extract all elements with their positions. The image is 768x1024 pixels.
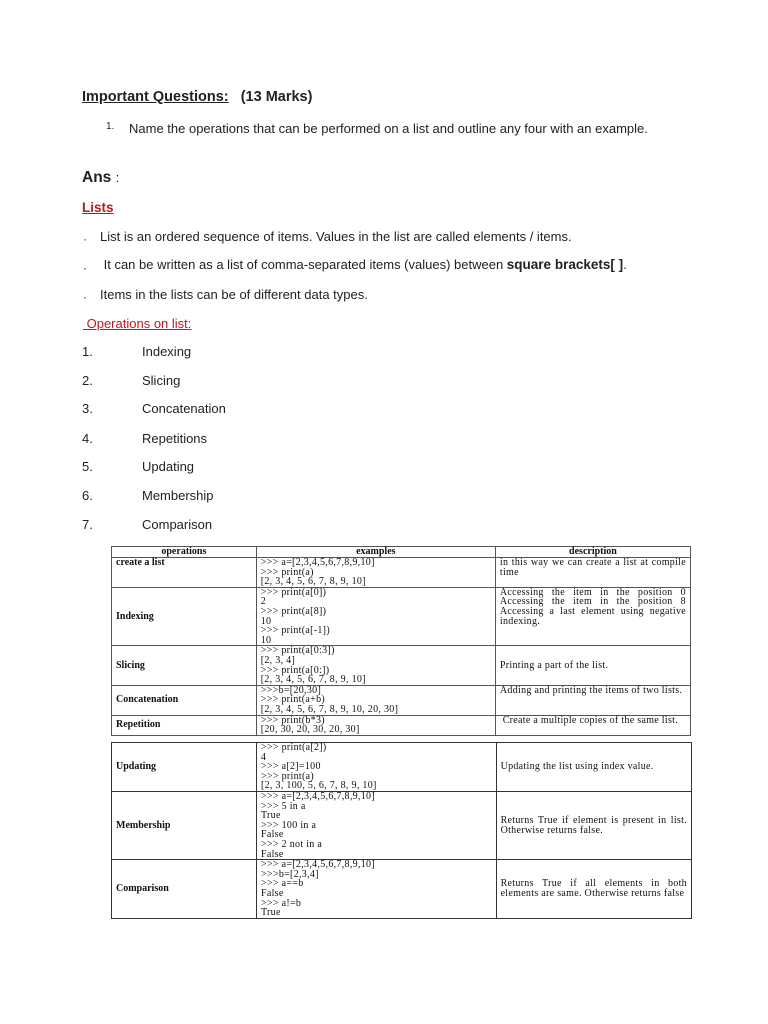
code-line: 2 [260,596,267,608]
code-line: True [261,907,281,919]
code-line: >>> print(b*3) [260,714,325,726]
bullet-symbol: · [83,232,87,246]
heading-marks: (13 Marks) [240,89,313,105]
example-cell [257,743,497,792]
operation-label: Indexing [142,344,192,359]
bullet-item [100,287,368,302]
code-line: >>> a==b [261,878,304,890]
example-cell [257,791,497,859]
code-line: >>> 5 in a [261,800,306,812]
operations-title: Operations on list: [83,316,192,331]
description-cell: Adding and printing the items of two lists. [495,685,690,715]
description-cell: in this way we can create a list at compile time [495,558,690,588]
code-line: >>> a=[2,3,4,5,6,7,8,9,10] [261,790,375,802]
example-cell [256,685,495,715]
question-text: Name the operations that can be performed on a list and outline any four with an example. [129,121,648,136]
bullet-after-text: . [623,257,627,272]
table-row [112,715,691,735]
bullet-bold-text: square brackets[ ] [506,257,624,272]
section-title: Lists [82,200,114,215]
table-row [112,860,692,919]
operation-label: Slicing [142,373,181,388]
answer-label [82,169,119,187]
table-row [112,743,692,792]
code-line: [2, 3, 4] [260,654,296,666]
code-line: >>>b=[2,3,4] [261,868,319,880]
example-cell [257,860,497,919]
description-cell: Updating the list using index value. [496,743,691,792]
operations-table-continued [111,742,692,919]
code-line: [2, 3, 4, 5, 6, 7, 8, 9, 10, 20, 30] [260,703,399,715]
operation-number: 6. [82,488,93,503]
bullet-item [100,229,572,244]
operation-cell: Indexing [112,587,257,646]
header-description: description [495,547,690,558]
bullet-text: Items in the lists can be of different data types. [100,287,368,302]
description-cell: Returns True if element is present in list. Otherwise returns false. [496,791,691,859]
example-cell [256,715,495,735]
operation-cell: Membership [112,791,257,859]
bullet-symbol: · [83,290,87,304]
table-row [112,587,691,646]
operation-label: Updating [142,459,195,474]
example-cell [256,646,495,685]
operation-cell: Comparison [112,860,257,919]
code-line: 10 [260,615,272,627]
code-line: >>> 2 not in a [261,838,323,850]
question-number: 1. [106,121,115,132]
code-line: >>> print(a+b) [260,694,325,706]
operation-cell: Concatenation [112,685,257,715]
code-line: [2, 3, 4, 5, 6, 7, 8, 9, 10] [260,674,366,686]
code-line: 10 [260,634,272,646]
operation-label: Repetitions [142,431,208,446]
bullet-item [100,257,627,272]
operation-label: Comparison [142,517,213,532]
header-examples: examples [256,547,495,558]
operation-number: 7. [82,517,93,532]
code-line: >>> print(a) [260,566,314,578]
table-header-row [112,547,691,558]
page-heading [82,89,312,105]
answer-colon: : [115,170,120,185]
operation-cell: Slicing [112,646,257,685]
code-line: >>> a=[2,3,4,5,6,7,8,9,10] [260,557,375,568]
example-cell [256,587,495,646]
operation-number: 2. [82,373,93,388]
table-row [112,791,692,859]
operation-cell: create a list [112,558,257,588]
operation-number: 4. [82,431,93,446]
code-line: >>> print(a[8]) [260,605,327,617]
code-line: True [261,810,281,822]
heading-title: Important Questions: [82,89,229,105]
description-cell: Create a multiple copies of the same list. [495,715,690,735]
code-line: >>> print(a[-1]) [260,625,330,637]
operation-number: 3. [82,401,93,416]
answer-word: Ans [82,169,112,186]
operations-table [111,546,691,736]
table-row [112,646,691,685]
code-line: False [261,829,284,841]
operation-number: 1. [82,344,93,359]
code-line: >>> a=[2,3,4,5,6,7,8,9,10] [261,859,375,871]
code-line: >>> a[2]=100 [261,761,321,773]
code-line: >>> print(a) [261,770,315,782]
operation-label: Concatenation [142,401,226,416]
bullet-text: List is an ordered sequence of items. Values in the list are called elements / items. [100,229,572,244]
bullet-text: It can be written as a list of comma-separated items (values) between [100,257,507,272]
bullet-symbol: · [83,261,87,275]
code-line: [2, 3, 100, 5, 6, 7, 8, 9, 10] [261,780,377,792]
operation-label: Membership [142,488,214,503]
table-row [112,558,691,588]
code-line: >>>b=[20,30] [260,684,322,696]
code-line: [2, 3, 4, 5, 6, 7, 8, 9, 10] [260,576,366,588]
description-cell: Returns True if all elements in both elements are same. Otherwise returns false [496,860,691,919]
table-row [112,685,691,715]
code-line: >>> 100 in a [261,819,317,831]
operation-cell: Repetition [112,715,257,735]
code-line: >>> print(a[0:3]) [260,645,335,657]
operation-cell: Updating [112,743,257,792]
code-line: False [261,848,284,860]
example-cell [256,558,495,588]
description-cell: Printing a part of the list. [495,646,690,685]
code-line: >>> print(a[0]) [260,586,327,598]
code-line: >>> print(a[2]) [261,742,327,753]
code-line: >>> a!=b [261,897,302,909]
code-line: [20, 30, 20, 30, 20, 30] [260,724,360,736]
code-line: False [261,887,284,899]
header-operations: operations [112,547,257,558]
code-line: >>> print(a[0:]) [260,664,330,676]
operation-number: 5. [82,459,93,474]
code-line: 4 [261,751,267,763]
description-cell: Accessing the item in the position 0 Accessing the item in the position 8 Accessing a last element using negative indexing. [495,587,690,646]
